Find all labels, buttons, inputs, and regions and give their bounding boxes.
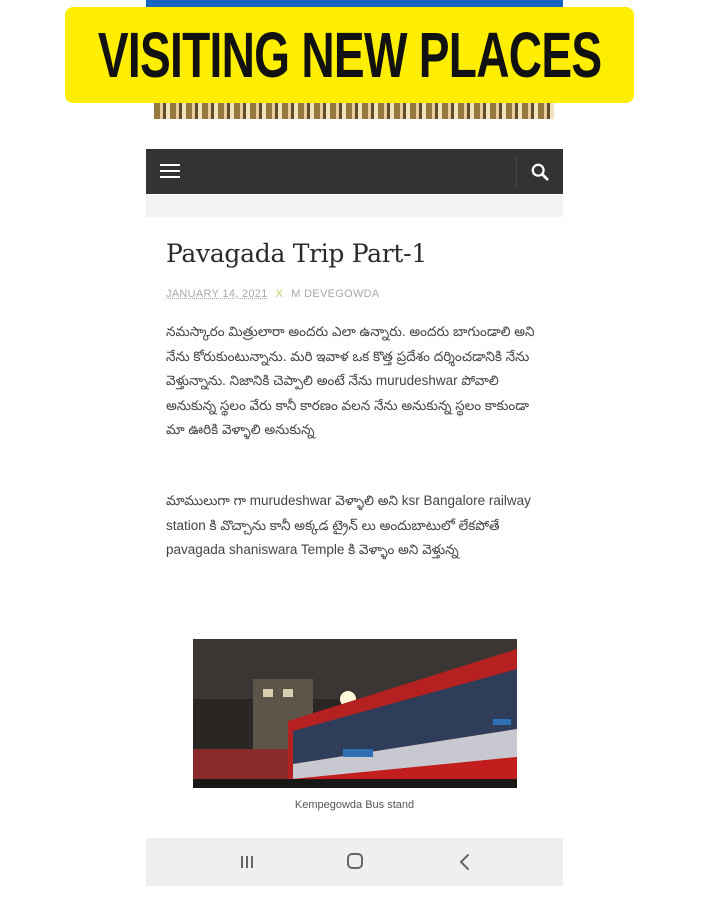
search-icon[interactable] — [527, 159, 553, 185]
post-author[interactable]: M DEVEGOWDA — [291, 288, 380, 300]
navbar-divider — [516, 157, 517, 186]
site-navbar — [146, 149, 563, 194]
home-icon[interactable] — [342, 850, 368, 874]
photo-caption: Kempegowda Bus stand — [294, 799, 415, 811]
recent-apps-icon[interactable] — [234, 850, 260, 874]
post-meta — [166, 288, 380, 300]
phone-screen — [146, 0, 563, 886]
back-icon[interactable] — [452, 850, 478, 874]
post-date[interactable]: JANUARY 14, 2021 — [166, 288, 268, 300]
bus-stand-photo[interactable] — [193, 639, 517, 788]
hamburger-menu-icon[interactable] — [156, 160, 184, 184]
overlay-title: VISITING NEW PLACES — [97, 19, 602, 91]
system-navigation-bar — [146, 838, 563, 886]
post-title[interactable]: Pavagada Trip Part-1 — [166, 239, 427, 268]
post-paragraph-1: నమస్కారం మిత్రులారా అందరు ఎలా ఉన్నారు. అందరు బాగుండాలి అని నేను కోరుకుంటున్నాను. మరి ఇవాళ ఒక కొత్త ప్రదేశం దర్శించడానికి నేను వెళ్తున్నాను. నిజానికి చెప్పాలి అంటే నేను murudeshwar పోవాలి అనుకున్న స్థలం వేరు కానీ కారణం వలన నేను అనుకున్న స్థలం కాకుండా మా ఊరికి వెళ్ళాలి అనుకున్న — [166, 324, 535, 437]
post-paragraph-2: మాములుగా గా murudeshwar వెళ్ళాలి అని ksr Bangalore railway station కి వొచ్చాను కానీ అక్కడ ట్రైన్ లు అందుబాటులో లేకపోతే pavagada shaniswara Temple కి వెళ్ళాం అని వెళ్తున్న — [166, 493, 531, 557]
content-top-band — [146, 195, 563, 217]
meta-separator: X — [275, 288, 284, 300]
title-overlay-banner — [65, 7, 634, 103]
